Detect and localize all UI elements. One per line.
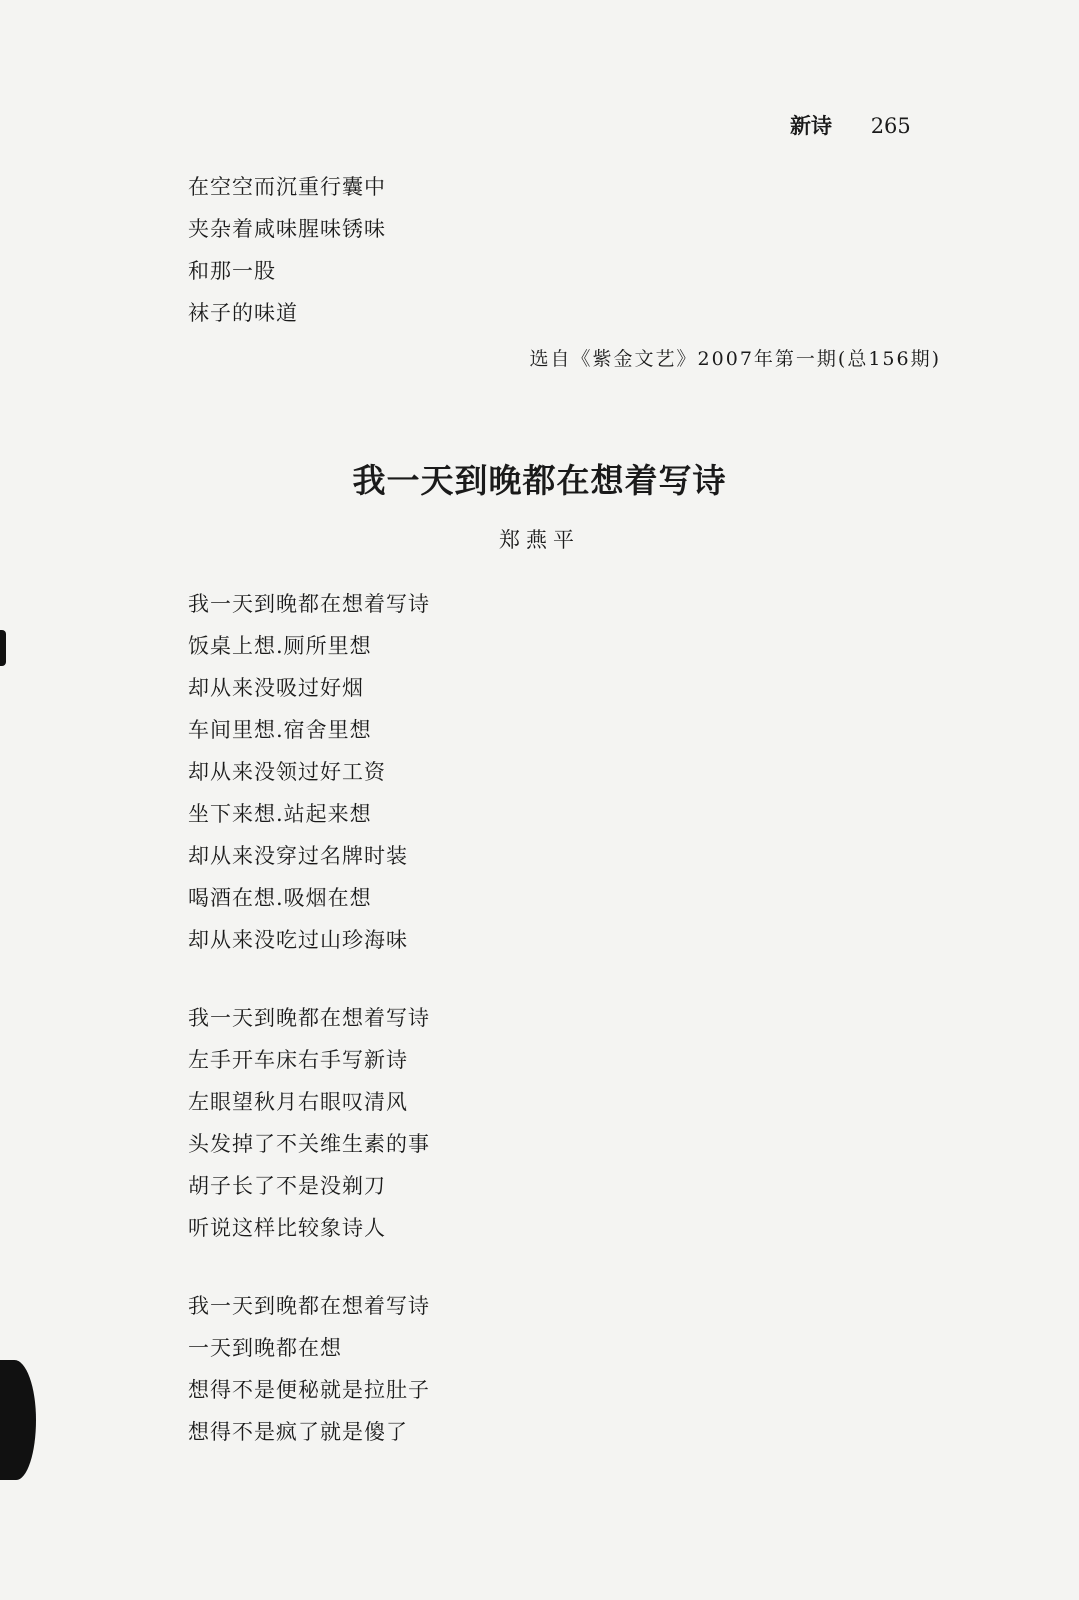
poem-author: 郑燕平 <box>499 528 580 552</box>
poem-line: 我一天到晚都在想着写诗 <box>188 1294 430 1318</box>
prev-poem-ending <box>188 166 386 334</box>
poem-line: 和那一股 <box>188 259 276 283</box>
source-citation: 选自《紫金文艺》2007年第一期(总156期) <box>529 348 941 370</box>
section-name: 新诗 <box>790 114 832 138</box>
poem-title: 我一天到晚都在想着写诗 <box>352 461 727 500</box>
poem-line: 想得不是便秘就是拉肚子 <box>188 1378 430 1402</box>
poem-line: 听说这样比较象诗人 <box>188 1216 386 1240</box>
poem-line: 却从来没吸过好烟 <box>188 676 364 700</box>
poem-line: 却从来没吃过山珍海味 <box>188 928 408 952</box>
poem-line: 车间里想.宿舍里想 <box>188 718 372 742</box>
poem-line: 却从来没领过好工资 <box>188 760 386 784</box>
scan-blot-top <box>0 630 6 666</box>
stanza-1 <box>188 583 430 961</box>
poem-line: 左手开车床右手写新诗 <box>188 1048 408 1072</box>
poem-line: 我一天到晚都在想着写诗 <box>188 592 430 616</box>
scan-blot-bottom <box>0 1360 36 1480</box>
poem-line: 饭桌上想.厕所里想 <box>188 634 372 658</box>
running-header <box>790 110 911 140</box>
poem-line: 喝酒在想.吸烟在想 <box>188 886 372 910</box>
poem-line: 左眼望秋月右眼叹清风 <box>188 1090 408 1114</box>
poem-line: 却从来没穿过名牌时装 <box>188 844 408 868</box>
stanza-3 <box>188 1285 430 1453</box>
poem-line: 胡子长了不是没剃刀 <box>188 1174 386 1198</box>
poem-line: 袜子的味道 <box>188 301 298 325</box>
poem-line: 我一天到晚都在想着写诗 <box>188 1006 430 1030</box>
poem-line: 想得不是疯了就是傻了 <box>188 1420 408 1444</box>
page-number: 265 <box>870 114 911 138</box>
poem-line: 头发掉了不关维生素的事 <box>188 1132 430 1156</box>
poem-line: 一天到晚都在想 <box>188 1336 342 1360</box>
stanza-2 <box>188 997 430 1249</box>
poem-line: 坐下来想.站起来想 <box>188 802 372 826</box>
poem-line: 夹杂着咸味腥味锈味 <box>188 217 386 241</box>
poem-line: 在空空而沉重行囊中 <box>188 175 386 199</box>
